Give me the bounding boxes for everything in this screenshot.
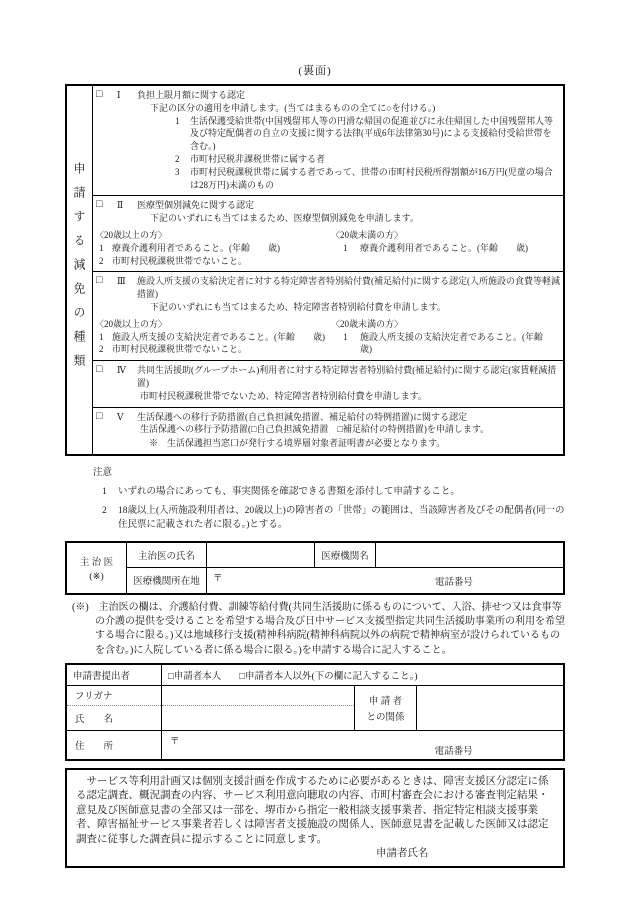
item-number: 3 xyxy=(175,166,180,177)
item-number: 1 xyxy=(343,242,348,253)
item-number: 2 xyxy=(99,344,104,355)
furigana-label: フリガナ xyxy=(67,686,161,706)
submitter-phone-label: 電話番号 xyxy=(434,746,473,757)
list-item xyxy=(99,343,329,356)
column-age-20-over xyxy=(93,318,329,356)
item-number: 1 xyxy=(99,242,104,253)
list-item xyxy=(175,115,560,153)
doctor-note-text: 主治医の欄は、介護給付費、訓練等給付費(共同生活援助に係るものについて、入浴、排せつ又は食事等の介護の提供を受けることを希望する場合及び日中サービス支援型指定共同生活援助事業所の利用を希望する場合に限る。)又は地域移行支援(精神科病院(精神科病院以外の病院で精神病室が設けられているものを含む。)に入院している者に係る場合に限る。)を申請する場合に記入すること。 xyxy=(95,601,565,656)
doctor-note xyxy=(72,601,565,658)
column-age-20-over xyxy=(93,229,329,267)
section-facility-title: 施設入所支援の支給決定者に対する特定障害者特別給付費(補足給付)に関する認定(入所施設の食費等軽減措置) xyxy=(137,276,560,300)
postal-mark: 〒 xyxy=(213,573,223,584)
section-monthly-cap-title: 負担上限月額に関する認定 xyxy=(137,90,246,100)
address-label: 住 所 xyxy=(67,731,162,759)
section-monthly-cap-items xyxy=(175,115,560,192)
doctor-name-label: 主治医の氏名 xyxy=(127,543,207,567)
exemption-vertical-header xyxy=(67,86,93,454)
postal-mark: 〒 xyxy=(170,736,180,747)
submitter-label: 申請書提出者 xyxy=(67,665,162,685)
column-header: 〈20歳以上の方〉 xyxy=(95,229,168,240)
section-facility-numeral: Ⅲ xyxy=(117,276,126,287)
item-number: 1 xyxy=(343,331,348,342)
institution-address-label: 医療機関所在地 xyxy=(127,568,207,593)
page-side-label: (裏面) xyxy=(298,65,332,77)
section-monthly-cap-checkbox[interactable]: □ xyxy=(96,89,103,100)
list-item xyxy=(99,255,329,268)
item-text: いずれの場合にあっても、事実関係を確認できる書類を添付して申請すること。 xyxy=(118,486,460,497)
item-text: 生活保護受給世帯(中国残留邦人等の円滑な帰国の促進並びに永住帰国した中国残留邦人等及び特定配偶者の自立の支援に関する法律(平成6年法律第30号)による支援給付受給世帯を含む。) xyxy=(190,115,553,152)
section-monthly-cap xyxy=(93,86,563,196)
doctor-note-mark: (※) xyxy=(72,601,89,613)
furigana-field[interactable] xyxy=(162,686,354,706)
section-grouphome-checkbox[interactable]: □ xyxy=(96,364,103,376)
item-text: 市町村民税非課税世帯に属する者 xyxy=(190,153,326,164)
doctor-table xyxy=(65,541,565,595)
form-content xyxy=(65,62,565,868)
address-field[interactable] xyxy=(162,731,563,759)
section-grouphome-supplemental-benefit xyxy=(93,361,563,407)
item-number: 1 xyxy=(175,115,180,126)
name-label: 氏 名 xyxy=(75,714,114,725)
submitter-options xyxy=(162,665,563,685)
consent-box xyxy=(65,768,565,868)
item-number: 2 xyxy=(99,255,104,266)
section-grouphome-desc: 市町村民税課税世帯でないため、特定障害者特別給付費を申請します。 xyxy=(140,390,427,401)
column-age-under-20 xyxy=(329,229,560,267)
section-grouphome-title: 共同生活援助(グループホーム)利用者に対する特定障害者特別給付費(補足給付)に関する認定(家賃軽減措置) xyxy=(137,365,557,388)
item-text: 市町村民税課税世帯でないこと。 xyxy=(112,255,248,266)
section-facility-checkbox[interactable]: □ xyxy=(96,275,103,287)
section-facility-columns xyxy=(93,318,560,356)
doctor-header-line2: (※) xyxy=(89,571,104,582)
relation-label xyxy=(355,686,417,730)
submitter-name-fields xyxy=(162,686,355,730)
list-item xyxy=(99,331,329,344)
section-medical-desc: 下記のいずれにも当てはまるため、医療型個別減免を申請します。 xyxy=(150,213,419,224)
column-header: 〈20歳以上の方〉 xyxy=(95,318,168,329)
doctor-phone-label: 電話番号 xyxy=(434,577,473,588)
item-text: 療養介護利用者であること。(年齢 歳) xyxy=(112,242,280,253)
section-facility-desc: 下記のいずれにも当てはまるため、特定障害者特別給付費を申請します。 xyxy=(150,301,446,312)
section-welfare-numeral: Ⅴ xyxy=(117,411,124,422)
item-number: 2 xyxy=(175,153,180,164)
notice-item xyxy=(102,504,565,532)
applicant-signature-label: 申請者氏名 xyxy=(376,848,429,860)
item-number: 1 xyxy=(99,331,104,342)
section-grouphome-numeral: Ⅳ xyxy=(117,365,126,376)
section-medical-individual-reduction xyxy=(93,196,563,272)
column-header: 〈20歳未満の方〉 xyxy=(331,229,404,240)
list-item xyxy=(175,166,560,192)
notice-item xyxy=(102,485,565,499)
doctor-name-field[interactable] xyxy=(207,543,315,567)
medical-institution-field[interactable] xyxy=(376,543,563,567)
section-welfare-note: ※ 生活保護担当窓口が発行する境界層対象者証明書が必要となります。 xyxy=(149,438,446,449)
consent-text: サービス等利用計画又は個別支援計画を作成するために必要があるときは、障害支援区分認定に係る認定調査、概況調査の内容、サービス利用意向聴取の内容、市町村審査会における審査判定結果・意見及び医師意見書の全部又は一部を、堺市から指定一般相談支援事業者、指定特定相談支援事業者、障害福祉サービス事業者若しくは障害者支援施設の関係人、医師意見書を記載した医師又は認定調査に従事した調査員に提示することに同意します。 xyxy=(76,775,549,845)
section-medical-title: 医療型個別減免に関する認定 xyxy=(137,200,255,211)
exemption-vertical-header-text: 申請する減免の種類 xyxy=(72,161,86,378)
doctor-table-header xyxy=(67,543,127,593)
list-item xyxy=(99,242,329,255)
notice-heading: 注意 xyxy=(93,467,113,478)
notice-block xyxy=(65,466,565,532)
item-text: 市町村民税課税世帯に属する者であって、世帯の市町村民税所得割額が16万円(児童の場合は28万円)未満のもの xyxy=(190,166,553,190)
list-item xyxy=(343,331,560,357)
section-monthly-cap-numeral: Ⅰ xyxy=(117,90,121,100)
submitter-name-labels xyxy=(67,686,162,730)
doctor-table-body xyxy=(127,543,563,593)
section-medical-columns xyxy=(93,229,560,267)
list-item xyxy=(343,242,560,255)
exemption-type-table xyxy=(65,84,565,456)
submitter-option-self-checkbox[interactable]: □申請者本人 xyxy=(168,671,222,682)
item-number: 2 xyxy=(102,505,107,516)
relation-label-line2: との関係 xyxy=(366,712,405,723)
column-age-under-20 xyxy=(329,318,560,356)
name-field[interactable] xyxy=(162,706,354,730)
item-text: 市町村民税課税世帯でないこと。 xyxy=(112,344,248,355)
section-facility-supplemental-benefit xyxy=(93,272,563,361)
item-text: 施設入所支援の支給決定者であること。(年齢 歳) xyxy=(360,331,562,355)
medical-institution-label: 医療機関名 xyxy=(315,543,376,567)
relation-label-line1: 申 請 者 xyxy=(368,696,403,707)
column-header: 〈20歳未満の方〉 xyxy=(331,318,404,329)
relation-field[interactable] xyxy=(417,686,563,730)
section-welfare-transition-prevention xyxy=(93,408,563,454)
doctor-header-line1: 主 治 医 xyxy=(79,557,114,568)
section-medical-numeral: Ⅱ xyxy=(117,200,124,211)
item-text: 施設入所支援の支給決定者であること。(年齢 歳) xyxy=(112,331,325,342)
item-text: 療養介護利用者であること。(年齢 歳) xyxy=(360,242,528,253)
section-welfare-desc: 生活保護への移行予防措置(□自己負担減免措置 □補足給付の特例措置)を申請します。 xyxy=(140,424,490,435)
section-medical-checkbox[interactable]: □ xyxy=(96,199,103,211)
item-number: 1 xyxy=(102,486,107,497)
section-monthly-cap-desc: 下記の区分の適用を申請します。(当てはまるものの全てに○を付ける。) xyxy=(150,102,436,113)
submitter-option-other-checkbox[interactable]: □申請者本人以外(下の欄に記入すること。) xyxy=(239,671,418,682)
section-welfare-checkbox[interactable]: □ xyxy=(96,410,103,422)
submitter-table xyxy=(65,663,565,761)
item-text: 18歳以上(入所施設利用者は、20歳以上)の障害者の「世帯」の範囲は、当該障害者及びその配偶者(同一の住民票に記載された者に限る。)とする。 xyxy=(118,505,565,530)
exemption-sections xyxy=(93,86,563,454)
list-item xyxy=(175,153,560,166)
section-welfare-title: 生活保護への移行予防措置(自己負担減免措置、補足給付の特例措置)に関する認定 xyxy=(137,411,467,422)
institution-address-field[interactable] xyxy=(207,568,563,593)
